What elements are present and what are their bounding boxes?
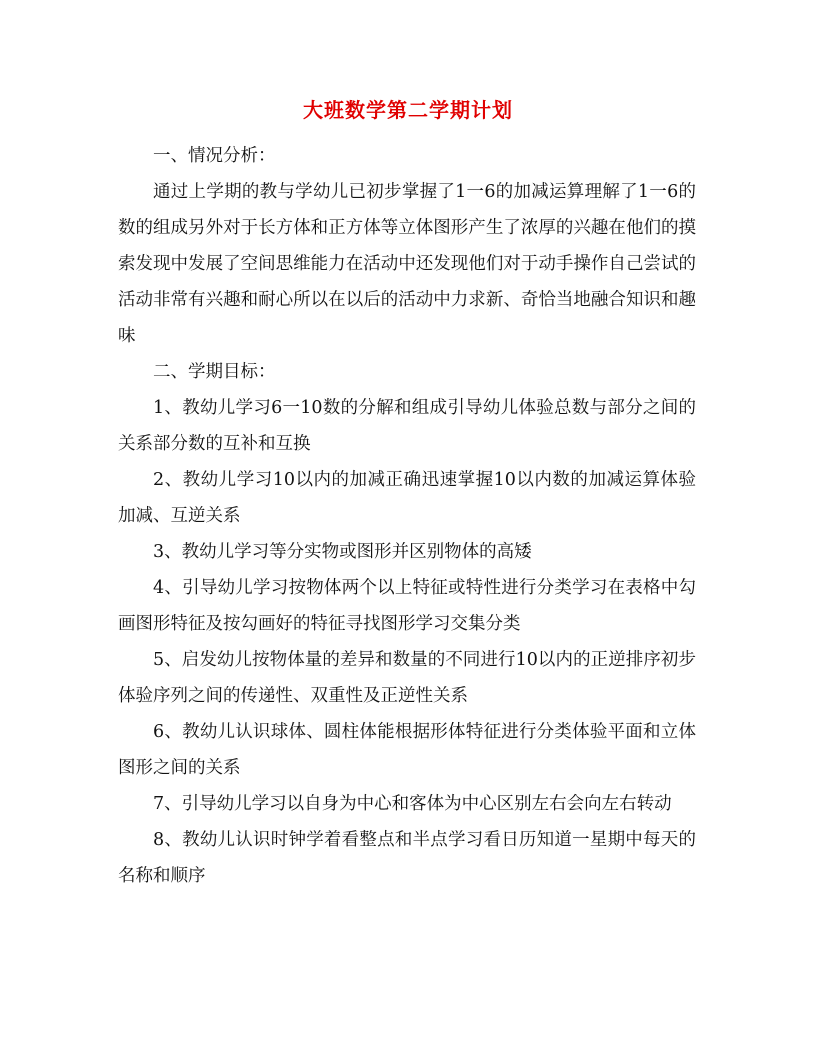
goal-item-6: 6、教幼儿认识球体、圆柱体能根据形体特征进行分类体验平面和立体图形之间的关系	[118, 722, 696, 778]
section-heading-goals: 二、学期目标：	[153, 362, 276, 382]
goal-item-4: 4、引导幼儿学习按物体两个以上特征或特性进行分类学习在表格中勾画图形特征及按勾画好的特征寻找图形学习交集分类	[118, 578, 696, 634]
document-title: 大班数学第二学期计划	[303, 98, 513, 122]
goal-item-8: 8、教幼儿认识时钟学着看整点和半点学习看日历知道一星期中每天的名称和顺序	[118, 830, 696, 886]
goal-item-7: 7、引导幼儿学习以自身为中心和客体为中心区别左右会向左右转动	[153, 794, 672, 814]
paragraph-situation-analysis: 通过上学期的教与学幼儿已初步掌握了1一6的加减运算理解了1一6的数的组成另外对于长方体和正方体等立体图形产生了浓厚的兴趣在他们的摸索发现中发展了空间思维能力在活动中还发现他们对于动手操作自己尝试的活动非常有兴趣和耐心所以在以后的活动中力求新、奇恰当地融合知识和趣味	[118, 182, 696, 346]
goal-item-2: 2、教幼儿学习10以内的加减正确迅速掌握10以内数的加减运算体验加减、互逆关系	[118, 470, 696, 526]
goal-item-3: 3、教幼儿学习等分实物或图形并区别物体的高矮	[153, 542, 532, 562]
section-heading-situation: 一、情况分析：	[153, 146, 276, 166]
goal-item-1: 1、教幼儿学习6一10数的分解和组成引导幼儿体验总数与部分之间的关系部分数的互补和互换	[118, 398, 696, 454]
goal-item-5: 5、启发幼儿按物体量的差异和数量的不同进行10以内的正逆排序初步体验序列之间的传递性、双重性及正逆性关系	[118, 650, 696, 706]
document-body	[118, 138, 696, 894]
